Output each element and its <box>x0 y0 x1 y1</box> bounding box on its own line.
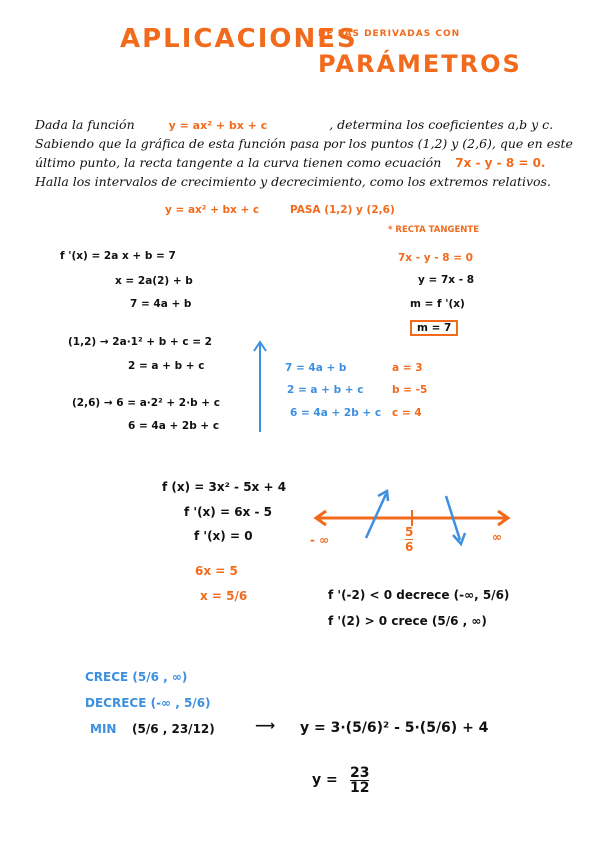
critical-mark-den: 6 <box>405 540 414 554</box>
statement-text: último punto, la recta tangente a la curva tienen como ecuación <box>35 155 442 170</box>
statement-line-3 <box>35 153 546 173</box>
system-eq-1: 7 = 4a + b <box>285 362 347 374</box>
tangent-eq-1: 7x - y - 8 = 0 <box>398 252 473 264</box>
statement-text: Dada la función <box>35 117 135 132</box>
statement-line-1 <box>35 115 553 135</box>
work-points: PASA (1,2) y (2,6) <box>290 204 395 216</box>
function-final: f (x) = 3x² - 5x + 4 <box>162 480 287 494</box>
point-2-eq: (2,6) → 6 = a·2² + 2·b + c <box>72 397 220 409</box>
y-value-den: 12 <box>350 780 370 796</box>
derivative-eq-3: 7 = 4a + b <box>130 298 192 310</box>
solve-step-1: 6x = 5 <box>195 564 238 578</box>
plus-infinity: ∞ <box>492 530 502 544</box>
result-decrece: DECRECE (-∞ , 5/6) <box>85 696 211 710</box>
point-1-eq: (1,2) → 2a·1² + b + c = 2 <box>68 336 212 348</box>
statement-text: , determina los coeficientes a,b y c. <box>329 117 554 132</box>
system-eq-3: 6 = 4a + 2b + c <box>290 407 382 419</box>
tangent-eq-3: m = f '(x) <box>410 298 465 310</box>
derivative-eq-2: x = 2a(2) + b <box>115 275 193 287</box>
derivative-eq-1: f '(x) = 2a x + b = 7 <box>60 250 176 262</box>
slope-result-box: m = 7 <box>410 320 458 336</box>
page-subtitle: PARÁMETROS <box>318 50 522 78</box>
right-arrow-icon: ⟶ <box>255 718 276 734</box>
up-arrow-icon <box>252 338 268 434</box>
derivative-zero: f '(x) = 0 <box>194 529 253 543</box>
title-small: DE LAS DERIVADAS CON <box>318 29 461 39</box>
tangent-label: * RECTA TANGENTE <box>388 225 480 235</box>
derivative-final: f '(x) = 6x - 5 <box>184 505 272 519</box>
result-min-point: (5/6 , 23/12) <box>132 722 215 736</box>
minus-infinity: - ∞ <box>310 533 330 547</box>
statement-tangent-eq: 7x - y - 8 = 0. <box>455 156 546 170</box>
page-title: APLICACIONES <box>120 24 358 54</box>
work-function: y = ax² + bx + c <box>165 204 260 216</box>
decrease-test: f '(-2) < 0 decrece (-∞, 5/6) <box>328 588 510 602</box>
point-2-simplified: 6 = 4a + 2b + c <box>128 420 220 432</box>
critical-mark-num: 5 <box>405 525 414 539</box>
min-evaluation: y = 3·(5/6)² - 5·(5/6) + 4 <box>300 720 489 736</box>
solution-c: c = 4 <box>392 407 422 419</box>
y-value-fraction <box>350 766 369 795</box>
point-1-simplified: 2 = a + b + c <box>128 360 205 372</box>
y-value-num: 23 <box>350 765 370 781</box>
result-crece: CRECE (5/6 , ∞) <box>85 670 188 684</box>
result-min-label: MIN <box>90 722 117 736</box>
system-eq-2: 2 = a + b + c <box>287 384 364 396</box>
increase-test: f '(2) > 0 crece (5/6 , ∞) <box>328 614 487 628</box>
statement-line-2: Sabiendo que la gráfica de esta función pasa por los puntos (1,2) y (2,6), que en este <box>35 136 573 151</box>
solution-a: a = 3 <box>392 362 423 374</box>
critical-point: x = 5/6 <box>200 589 248 603</box>
statement-line-4: Halla los intervalos de crecimiento y decrecimiento, como los extremos relativos. <box>35 174 551 189</box>
tangent-eq-2: y = 7x - 8 <box>418 274 475 286</box>
solution-b: b = -5 <box>392 384 428 396</box>
critical-mark <box>405 525 413 554</box>
statement-function: y = ax² + bx + c <box>168 119 268 132</box>
y-value-label: y = <box>312 772 338 788</box>
